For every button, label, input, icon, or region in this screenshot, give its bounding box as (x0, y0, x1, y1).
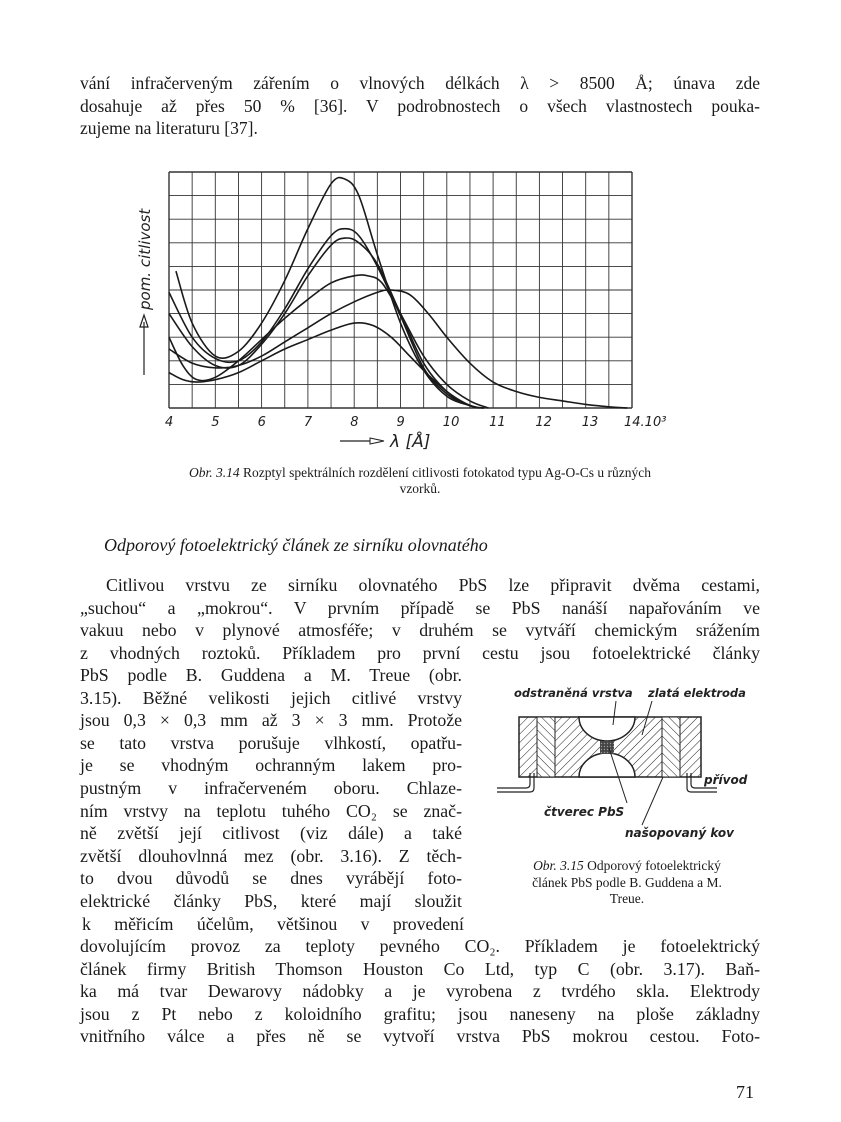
text-line: elektrické články PbS, které mají sloužit (80, 890, 462, 911)
x-tick-label: 11 (489, 415, 506, 430)
label-sprayed-metal: našopovaný kov (625, 826, 734, 840)
text-line: ním vrstvy na teplotu tuhého CO₂ se znač- (80, 800, 462, 821)
text-line: vnitřního válce a přes ně se vytvoří vrstva PbS mokrou cestou. Foto- (80, 1026, 760, 1047)
x-tick-label: 10 (442, 415, 460, 430)
x-tick-label: 8 (350, 415, 359, 430)
x-tick-label: 13 (581, 415, 599, 430)
y-axis-label: pom. citlivost (136, 208, 154, 310)
page-number: 71 (736, 1082, 754, 1102)
x-tick-label: 5 (211, 415, 220, 430)
chart-curves (169, 178, 627, 408)
top-paragraph (80, 72, 760, 140)
text-line: je se vhodným ochranným lakem pro- (80, 755, 462, 776)
figure-3-14-caption (80, 465, 760, 497)
body-paragraph-1 (80, 574, 760, 664)
caption-prefix: Obr. 3.14 (189, 465, 240, 480)
x-axis-label-group (340, 430, 430, 452)
x-tick-labels (165, 415, 666, 430)
text-line: jsou 0,3 × 0,3 mm až 3 × 3 mm. Protože (80, 710, 462, 731)
text-line: k měřicím účelům, většinou v provedení (82, 913, 464, 934)
y-axis-label-group (136, 208, 154, 375)
pbs-cell-diagram (492, 685, 782, 845)
x-tick-label: 12 (535, 415, 552, 430)
text-line: ka má tvar Dewarovy nádobky a je vyrobena z tvrdého skla. Elektrody (80, 981, 760, 1002)
x-tick-label: 9 (396, 415, 405, 430)
text-line: článek firmy British Thomson Houston Co Ltd, typ C (obr. 3.17). Baň- (80, 958, 760, 979)
text-line: dovolujícím provoz za teploty pevného CO₂. Příkladem je fotoelektrický (80, 936, 760, 956)
caption-text: Treue. (609, 891, 645, 906)
text-line: pustným v infračerveném oboru. Chlaze- (80, 777, 462, 798)
text-line: PbS podle B. Guddena a M. Treue (obr. (80, 665, 462, 685)
body-paragraph-narrow (80, 664, 462, 935)
label-gold-electrode: zlatá elektroda (648, 686, 746, 700)
x-tick-label: 7 (303, 415, 313, 430)
label-lead: přívod (704, 773, 748, 787)
x-axis-arrow-icon (370, 438, 384, 444)
section-heading: Odporový fotoelektrický článek ze sirníku olovnatého (104, 535, 488, 555)
text-line: jsou z Pt nebo z koloidního grafitu; jsou naneseny na ploše základny (80, 1003, 760, 1024)
caption-text: článek PbS podle B. Guddena a M. (532, 874, 722, 890)
pbs-square (600, 741, 614, 754)
text-line: zujeme na literaturu [37]. (80, 118, 258, 139)
label-removed-layer: odstraněná vrstva (514, 686, 633, 700)
sprayed-metal-right (662, 717, 680, 777)
x-tick-label: 6 (257, 415, 266, 430)
text-line: dosahuje až přes 50 % [36]. V podrobnostech o všech vlastnostech pouka- (80, 95, 760, 116)
caption-prefix: Obr. 3.15 (533, 858, 584, 873)
text-line: Citlivou vrstvu ze sirníku olovnatého PbS lze připravit dvěma cestami, (106, 575, 760, 595)
pointer-sprayed-metal (642, 777, 663, 825)
figure-3-15-caption (484, 858, 770, 908)
spectral-sensitivity-chart (130, 160, 670, 460)
caption-text: Rozptyl spektrálních rozdělení citlivosti fotokatod typu Ag-O-Cs u různých (243, 465, 651, 480)
text-line: zvětší dlouhovlnná mez (obr. 3.16). Z těch- (80, 845, 462, 866)
text-line: vakuu nebo v plynové atmosféře; v druhém se vytváří chemickým srážením (80, 620, 760, 641)
x-tick-label: 14.10³ (624, 415, 667, 430)
text-line: se tato vrstva porušuje vlhkostí, opatřu- (80, 732, 462, 753)
x-tick-label: 4 (165, 415, 174, 430)
text-line: „suchou“ a „mokrou“. V prvním případě se PbS nanáší napařováním ve (80, 597, 760, 618)
text-line: vání infračerveným zářením o vlnových délkách λ > 8500 Å; únava zde (80, 73, 760, 93)
text-line: to dvou důvodů se dnes vyrábějí foto- (80, 868, 462, 889)
x-axis-label: λ [Å] (390, 432, 431, 452)
caption-text: Odporový fotoelektrický (587, 858, 721, 873)
sprayed-metal-left (537, 717, 555, 777)
text-line: ně zvětší její citlivost (viz dále) a také (80, 823, 462, 844)
text-line: z vhodných roztoků. Příkladem pro první cestu jsou fotoelektrické články (80, 642, 760, 663)
caption-text: vzorků. (399, 481, 441, 496)
text-line: 3.15). Běžné velikosti jejich citlivé vrstvy (80, 687, 462, 708)
body-paragraph-2 (80, 935, 760, 1048)
label-pbs-square: čtverec PbS (544, 805, 625, 819)
